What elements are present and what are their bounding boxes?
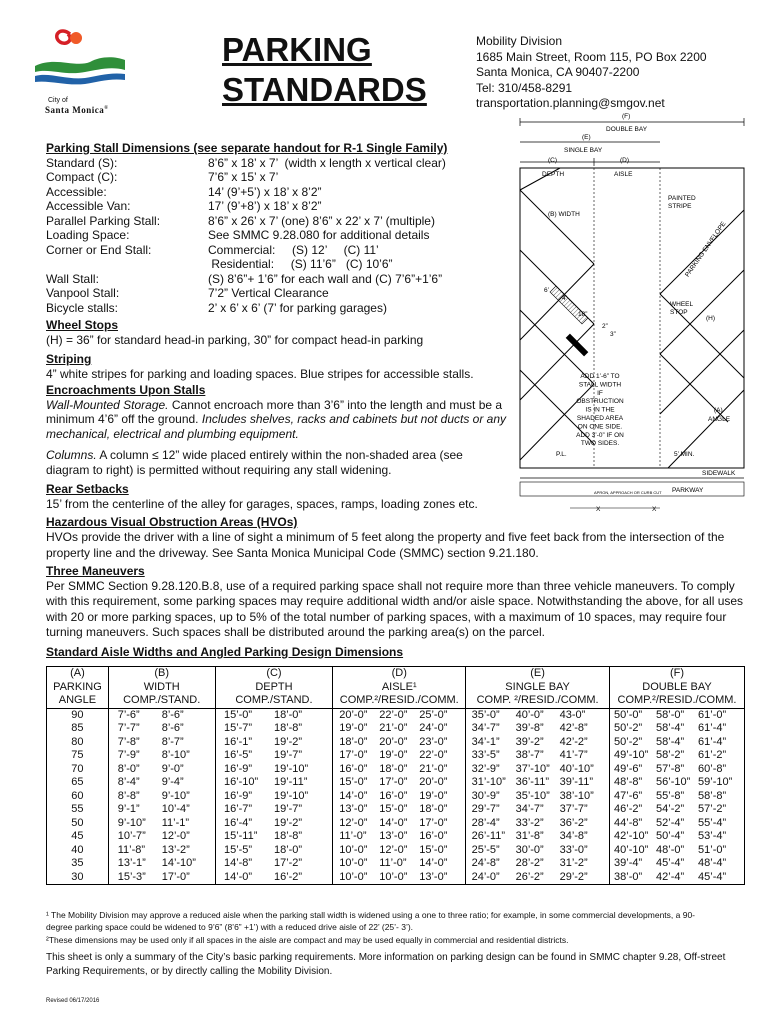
striping-heading: Striping	[46, 352, 92, 366]
contact-city: Santa Monica, CA 90407-2200	[476, 65, 640, 79]
title-line-1: PARKING	[222, 31, 372, 68]
diagram-note: ADD 1’-6” TO STALL WIDTH IF OBSTRUCTION IS IN THE SHADED AREA ON ONE SIDE. ADD 3’-0” IF ON TWO SIDES.	[576, 373, 624, 448]
diagram-five-min: 5’ MIN.	[674, 451, 695, 458]
table-cell: 44’-8” 52’-4” 55’-4”	[610, 817, 745, 831]
table-cell: 16’-0” 18’-0” 21’-0”	[333, 763, 466, 777]
stall-row	[46, 170, 508, 185]
table-cell: 14’-0” 16’-0” 19’-0”	[333, 790, 466, 804]
table-cell: 11’-8” 13’-2”	[108, 844, 215, 858]
setbacks-text: 15’ from the centerline of the alley for garages, spaces, ramps, loading zones etc.	[46, 496, 478, 511]
table-header-cell: COMP.²/RESID./COMM.	[610, 694, 745, 708]
stall-label: Standard (S):	[46, 155, 118, 170]
table-cell: 34’-1” 39’-2” 42’-2”	[466, 736, 610, 750]
stall-heading: Parking Stall Dimensions (see separate handout for R-1 Single Family)	[46, 141, 448, 155]
table-cell: 13’-0” 15’-0” 18’-0”	[333, 803, 466, 817]
table-title: Standard Aisle Widths and Angled Parking Design Dimensions	[46, 645, 404, 659]
stall-row	[46, 214, 508, 229]
table-row	[47, 749, 745, 763]
table-cell: 7’-8” 8’-7”	[108, 736, 215, 750]
stall-row	[46, 301, 508, 316]
table-row	[47, 871, 745, 885]
stall-label: Wall Stall:	[46, 271, 99, 286]
stall-value: 8’6” x 26’ x 7’ (one) 8’6” x 22’ x 7’ (multiple)	[208, 213, 435, 228]
table-cell: 48’-8” 56’-10” 59’-10”	[610, 776, 745, 790]
table-cell: 14’-0” 16’-2”	[215, 871, 333, 885]
table-cell: 90	[47, 708, 109, 722]
diagram-x-1: X	[596, 506, 601, 513]
table-header-cell: (E)	[466, 667, 610, 681]
footnote-1b: degree parking space could be widened to 9’6” (8’6” +1’) with a reduced drive aisle of 22’ (25’- 3’).	[46, 922, 414, 932]
table-cell: 40’-10” 48’-0” 51’-0”	[610, 844, 745, 858]
table-cell: 65	[47, 776, 109, 790]
contact-block	[476, 34, 707, 112]
aisle-table	[46, 666, 745, 885]
stall-value: 17’ (9’+8’) x 18’ x 8’2”	[208, 199, 322, 213]
stall-value: 14’ (9’+5’) x 18’ x 8’2”	[208, 184, 322, 199]
contact-address: 1685 Main Street, Room 115, PO Box 2200	[476, 49, 707, 64]
encroach-heading: Encroachments Upon Stalls	[46, 383, 206, 397]
table-header-cell: COMP./STAND.	[108, 694, 215, 708]
logo-santa-monica: Santa Monica®	[45, 105, 109, 115]
stall-value: 8’6” x 18’ x 7’ (width x length x vertical clear)	[208, 155, 446, 170]
table-cell: 80	[47, 736, 109, 750]
table-cell: 24’-0” 26’-2” 29’-2”	[466, 871, 610, 885]
diagram-h: (H)	[706, 315, 716, 322]
table-row	[47, 844, 745, 858]
table-cell: 25’-5” 30’-0” 33’-0”	[466, 844, 610, 858]
stall-value: 7’6” x 15’ x 7’	[208, 170, 279, 184]
table-cell: 15’-5” 18’-0”	[215, 844, 333, 858]
table-cell: 55	[47, 803, 109, 817]
wheel-stops-heading: Wheel Stops	[46, 318, 119, 332]
table-cell: 47’-6” 55’-8” 58’-8”	[610, 790, 745, 804]
table-header-cell: AISLE¹	[333, 681, 466, 695]
table-row	[47, 803, 745, 817]
table-cell: 10’-0” 12’-0” 15’-0”	[333, 844, 466, 858]
table-cell: 7’-6” 8’-6”	[108, 708, 215, 722]
table-cell: 50	[47, 817, 109, 831]
table-cell: 7’-7” 8’-6”	[108, 722, 215, 736]
table-header-cell: COMP./STAND.	[215, 694, 333, 708]
diagram-single-bay: SINGLE BAY	[564, 147, 603, 154]
diagram-depth: DEPTH	[542, 171, 565, 178]
stall-value: Commercial: (S) 12’ (C) 11’	[208, 242, 379, 257]
table-cell: 7’-9” 8’-10”	[108, 749, 215, 763]
diagram-d: (D)	[620, 157, 630, 164]
table-cell: 16’-5” 19’-7”	[215, 749, 333, 763]
stall-section	[46, 141, 508, 511]
stall-label: Corner or End Stall:	[46, 242, 152, 257]
stall-value: 7’2” Vertical Clearance	[208, 286, 329, 300]
table-header-cell: COMP.²/RESID./COMM.	[333, 694, 466, 708]
table-cell: 9’-10” 11’-1”	[108, 817, 215, 831]
table-cell: 49’-10” 58’-2” 61’-2”	[610, 749, 745, 763]
stall-value: See SMMC 9.28.080 for additional details	[208, 228, 430, 242]
table-header-cell: ANGLE	[47, 694, 109, 708]
table-cell: 10’-0” 11’-0” 14’-0”	[333, 857, 466, 871]
table-row	[47, 722, 745, 736]
stall-value: Residential: (S) 11’6” (C) 10’6”	[208, 257, 393, 271]
table-cell: 16’-4” 19’-2”	[215, 817, 333, 831]
table-cell: 15’-3” 17’-0”	[108, 871, 215, 885]
table-row	[47, 708, 745, 722]
diagram-x-2: X	[652, 506, 657, 513]
table-cell: 15’-0” 17’-0” 20’-0”	[333, 776, 466, 790]
stall-row	[46, 199, 508, 214]
diagram-parkway: PARKWAY	[672, 487, 704, 494]
table-cell: 31’-10” 36’-11” 39’-11”	[466, 776, 610, 790]
table-cell: 13’-1” 14’-10”	[108, 857, 215, 871]
diagram-painted: PAINTED	[668, 195, 696, 202]
table-cell: 42’-10” 50’-4” 53’-4”	[610, 830, 745, 844]
setbacks-heading: Rear Setbacks	[46, 482, 129, 496]
table-header-cell: DOUBLE BAY	[610, 681, 745, 695]
stall-label	[46, 257, 208, 272]
table-cell: 10’-0” 10’-0” 13’-0”	[333, 871, 466, 885]
diagram-envelope: PARKING ENVELOPE	[684, 220, 728, 279]
footnote-1	[46, 909, 746, 933]
table-cell: 17’-0” 19’-0” 22’-0”	[333, 749, 466, 763]
parking-diagram	[518, 110, 746, 520]
table-cell: 35’-0” 40’-0” 43-0”	[466, 708, 610, 722]
encroach-p2: Columns. A column ≤ 12” wide placed entirely within the non-shaded area (see diagram to right) is permitted without requiring any stall widening.	[46, 448, 463, 477]
table-cell: 33’-5” 38’-7” 41’-7”	[466, 749, 610, 763]
footnote-1a: ¹ The Mobility Division may approve a reduced aisle when the parking stall width is widened using a one to three ratio; for example, in some commercial developments, a 90-	[46, 910, 696, 920]
table-header-cell: (B)	[108, 667, 215, 681]
stall-label: Compact (C):	[46, 170, 118, 184]
table-row	[47, 736, 745, 750]
table-cell: 32’-9” 37’-10” 40’-10”	[466, 763, 610, 777]
hvo-text: HVOs provide the driver with a line of sight a minimum of 5 feet along the property and five feet back from the intersection of the property line and the driveway. See Santa Monica Municipal Code (SMMC) section 9.21.180.	[46, 530, 725, 560]
table-cell: 16’-9” 19’-10”	[215, 763, 333, 777]
diagram-three: 3”	[610, 331, 616, 338]
table-cell: 9’-1” 10’-4”	[108, 803, 215, 817]
diagram-stop: STOP	[670, 309, 688, 316]
table-cell: 85	[47, 722, 109, 736]
table-header-cell: PARKING	[47, 681, 109, 695]
table-cell: 28’-4” 33’-2” 36’-2”	[466, 817, 610, 831]
table-cell: 38’-0” 42’-4” 45’-4”	[610, 871, 745, 885]
table-cell: 8’-4” 9’-4”	[108, 776, 215, 790]
table-cell: 11’-0” 13’-0” 16’-0”	[333, 830, 466, 844]
logo-city-of: City of	[48, 97, 68, 104]
table-cell: 10’-7” 12’-0”	[108, 830, 215, 844]
stall-value: 2’ x 6’ x 6’ (7’ for parking garages)	[208, 300, 387, 315]
stall-label: Bicycle stalls:	[46, 300, 119, 315]
stall-row	[46, 185, 508, 200]
title-line-2: STANDARDS	[222, 71, 427, 108]
table-cell: 50’-2” 58’-4” 61’-4”	[610, 736, 745, 750]
stall-label: Parallel Parking Stall:	[46, 213, 161, 228]
table-header-cell: (F)	[610, 667, 745, 681]
diagram-e: (E)	[582, 134, 591, 141]
diagram-two: 2”	[602, 323, 608, 330]
table-cell: 12’-0” 14’-0” 17’-0”	[333, 817, 466, 831]
table-header-cell: (D)	[333, 667, 466, 681]
table-header-cell: COMP. ²/RESID./COMM.	[466, 694, 610, 708]
stall-label: Accessible Van:	[46, 199, 131, 213]
wheel-stops-text: (H) = 36” for standard head-in parking, 30” for compact head-in parking	[46, 332, 424, 347]
table-header-cell: (A)	[47, 667, 109, 681]
diagram-wheel: WHEEL	[670, 301, 694, 308]
table-cell: 16’-1” 19’-2”	[215, 736, 333, 750]
table-cell: 50’-2” 58’-4” 61’-4”	[610, 722, 745, 736]
table-cell: 8’-8” 9’-10”	[108, 790, 215, 804]
table-row	[47, 817, 745, 831]
table-cell: 20’-0” 22’-0” 25’-0”	[333, 708, 466, 722]
stall-label: Vanpool Stall:	[46, 286, 120, 300]
table-cell: 16’-10” 19’-11”	[215, 776, 333, 790]
diagram-stripe: STRIPE	[668, 203, 692, 210]
table-cell: 18’-0” 20’-0” 23’-0”	[333, 736, 466, 750]
diagram-a: (A)	[714, 407, 723, 414]
stall-rows	[46, 156, 508, 316]
table-cell: 16’-9” 19’-10”	[215, 790, 333, 804]
diagram-sidewalk: SIDEWALK	[702, 470, 736, 477]
table-cell: 30’-9” 35’-10” 38’-10”	[466, 790, 610, 804]
maneuvers-text: Per SMMC Section 9.28.120.B.8, use of a required parking space shall not require more than three vehicle maneuvers. To comply with this requirement, some parking spaces may require additional width and/or aisle space. Notwithstanding the above, for all uses with 20 or more parking spaces, up to 5% of the total number of parking spaces, with a maximum of 10 spaces, may require four turning maneuvers. Such spaces shall be distributed around the parking area(s) on the parcel.	[46, 579, 744, 640]
diagram-pl: P.L.	[556, 451, 567, 458]
table-cell: 70	[47, 763, 109, 777]
stall-row	[46, 286, 508, 301]
table-cell: 15’-0” 18’-0”	[215, 708, 333, 722]
table-cell: 24’-8” 28’-2” 31’-2”	[466, 857, 610, 871]
stall-row	[46, 156, 508, 171]
table-cell: 60	[47, 790, 109, 804]
table-cell: 26’-11” 31’-8” 34’-8”	[466, 830, 610, 844]
diagram-double-bay: DOUBLE BAY	[606, 126, 648, 133]
diagram-approach: APRON, APPROACH OR CURB CUT	[594, 490, 662, 495]
contact-tel: Tel: 310/458-8291	[476, 80, 573, 95]
diagram-angle: ANGLE	[708, 416, 731, 423]
table-cell: 14’-8” 17’-2”	[215, 857, 333, 871]
table-row	[47, 776, 745, 790]
table-cell: 19’-0” 21’-0” 24’-0”	[333, 722, 466, 736]
stall-row	[46, 228, 508, 243]
diagram-c: (C)	[548, 157, 558, 164]
table-cell: 15’-11” 18’-8”	[215, 830, 333, 844]
striping-text: 4” white stripes for parking and loading spaces. Blue stripes for accessible stalls.	[46, 366, 474, 381]
table-row	[47, 790, 745, 804]
footnote-2: ²These dimensions may be used only if all spaces in the aisle are compact and may be used equally in commercial and residential districts.	[46, 935, 569, 945]
table-cell: 30	[47, 871, 109, 885]
diagram-aisle: AISLE	[614, 171, 633, 178]
table-cell: 35	[47, 857, 109, 871]
stall-row	[46, 257, 508, 272]
contact-division: Mobility Division	[476, 34, 563, 48]
table-cell: 45	[47, 830, 109, 844]
diagram-four: 4’	[562, 295, 568, 302]
contact-email[interactable]: transportation.planning@smgov.net	[476, 96, 665, 110]
maneuvers-heading: Three Maneuvers	[46, 563, 145, 578]
table-header-cell: WIDTH	[108, 681, 215, 695]
encroach-p1: Wall-Mounted Storage. Cannot encroach more than 3’6” into the length and must be a minimum 4’6” off the ground. Includes shelves, racks and cabinets but not ducts or any mechanical, electrical and plumbing equipment.	[46, 397, 507, 441]
table-header-cell: SINGLE BAY	[466, 681, 610, 695]
table-cell: 49’-6” 57’-8” 60’-8”	[610, 763, 745, 777]
table-cell: 8’-0” 9’-0”	[108, 763, 215, 777]
table-row	[47, 763, 745, 777]
stall-row	[46, 243, 508, 258]
diagram-six: 6’	[544, 287, 550, 294]
table-row	[47, 857, 745, 871]
table-cell: 16’-7” 19’-7”	[215, 803, 333, 817]
diagram-width: (B) WIDTH	[548, 211, 580, 218]
table-header-cell: DEPTH	[215, 681, 333, 695]
table-cell: 15’-7” 18’-8”	[215, 722, 333, 736]
summary-text: This sheet is only a summary of the City’s basic parking requirements. More information on parking design can be found in SMMC chapter 9.28, Off-street Parking Requirements, or by directly calling the Mobility Division.	[46, 952, 726, 977]
stall-label: Accessible:	[46, 184, 107, 199]
hvo-section	[46, 515, 746, 640]
table-cell: 46’-2” 54’-2” 57’-2”	[610, 803, 745, 817]
hvo-heading: Hazardous Visual Obstruction Areas (HVOs)	[46, 515, 298, 529]
table-cell: 34’-7” 39’-8” 42’-8”	[466, 722, 610, 736]
stall-value: (S) 8’6”+ 1’6” for each wall and (C) 7’6”+1’6”	[208, 271, 443, 286]
page-title	[222, 30, 427, 110]
table-header-cell: (C)	[215, 667, 333, 681]
table-cell: 75	[47, 749, 109, 763]
table-row	[47, 830, 745, 844]
revised-date: Revised 06/17/2016	[46, 998, 100, 1004]
table-cell: 50’-0” 58’-0” 61’-0”	[610, 708, 745, 722]
stall-row	[46, 272, 508, 287]
stall-label: Loading Space:	[46, 228, 130, 242]
table-cell: 40	[47, 844, 109, 858]
table-cell: 29’-7” 34’-7” 37’-7”	[466, 803, 610, 817]
table-cell: 39’-4” 45’-4” 48’-4”	[610, 857, 745, 871]
diagram-eighteen: 18”	[578, 311, 588, 318]
diagram-f: (F)	[622, 113, 631, 120]
